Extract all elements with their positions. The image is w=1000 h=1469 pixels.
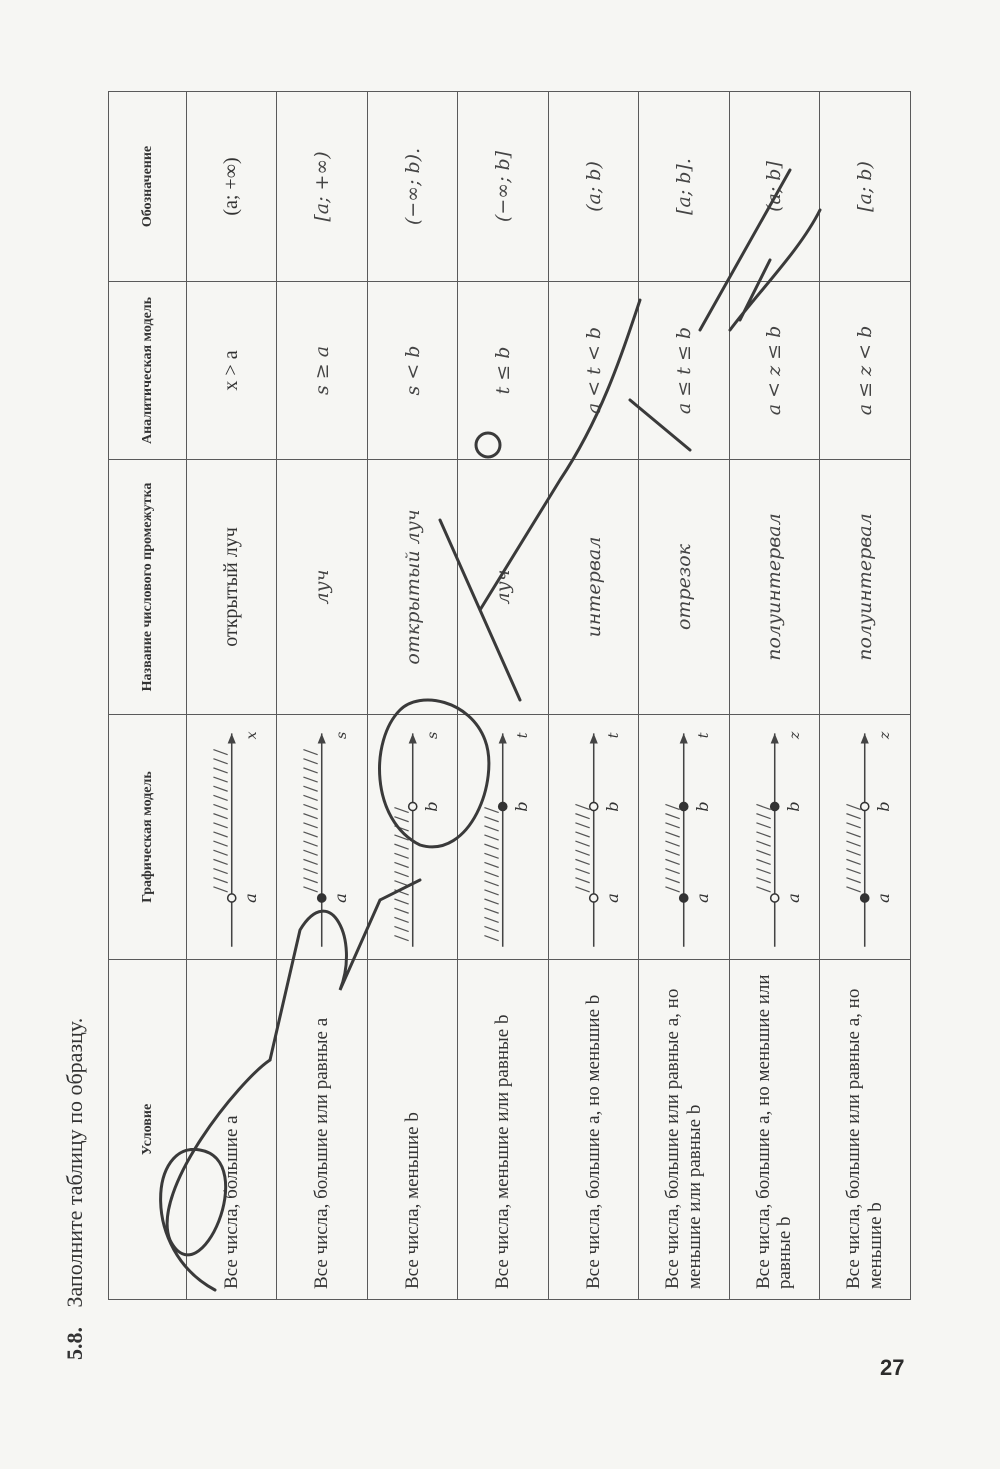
hatch-mark bbox=[304, 887, 318, 892]
notation-cell[interactable]: [a; b]. bbox=[639, 92, 729, 282]
graph-model-cell bbox=[277, 715, 367, 960]
hatch-mark bbox=[575, 850, 589, 855]
hatch-mark bbox=[304, 878, 318, 883]
number-line bbox=[368, 715, 457, 959]
hatch-mark bbox=[666, 859, 680, 864]
hatch-mark bbox=[213, 850, 227, 855]
endpoint-label: a bbox=[602, 893, 622, 903]
analytic-model-cell[interactable]: a ≤ z < b bbox=[820, 282, 910, 460]
hatch-mark bbox=[756, 832, 770, 837]
hatch-mark bbox=[213, 823, 227, 828]
hatch-mark bbox=[847, 869, 861, 874]
arrow-head bbox=[589, 733, 597, 743]
number-line bbox=[820, 715, 909, 959]
table-row bbox=[548, 92, 638, 1300]
arrow-head bbox=[409, 733, 417, 743]
endpoint bbox=[228, 894, 236, 902]
analytic-model-cell[interactable]: s < b bbox=[367, 282, 457, 460]
hatch-mark bbox=[304, 768, 318, 773]
number-line bbox=[639, 715, 728, 959]
hatch-mark bbox=[575, 878, 589, 883]
interval-name-cell[interactable]: полуинтервал bbox=[729, 460, 819, 715]
header-name: Название числового промежутка bbox=[109, 460, 187, 715]
hatch-mark bbox=[485, 817, 499, 822]
condition-cell: Все числа, большие a, но меньшие b bbox=[548, 960, 638, 1300]
endpoint bbox=[861, 802, 869, 810]
number-line bbox=[277, 715, 366, 959]
variable-label: z bbox=[877, 731, 894, 740]
interval-name-cell[interactable]: луч bbox=[458, 460, 548, 715]
endpoint bbox=[589, 894, 597, 902]
hatch-mark bbox=[847, 887, 861, 892]
hatch-mark bbox=[304, 786, 318, 791]
worksheet-table bbox=[108, 91, 911, 1300]
table-row bbox=[729, 92, 819, 1300]
hatch-mark bbox=[304, 841, 318, 846]
hatch-mark bbox=[485, 936, 499, 941]
hatch-mark bbox=[575, 832, 589, 837]
hatch-mark bbox=[485, 826, 499, 831]
problem-number: 5.8. bbox=[62, 1327, 87, 1360]
hatch-mark bbox=[847, 832, 861, 837]
hatch-mark bbox=[756, 850, 770, 855]
analytic-model-cell[interactable]: s ≥ a bbox=[277, 282, 367, 460]
endpoint bbox=[861, 894, 869, 902]
condition-cell: Все числа, меньшие или равные b bbox=[458, 960, 548, 1300]
hatch-mark bbox=[756, 878, 770, 883]
hatch-mark bbox=[304, 823, 318, 828]
hatch-mark bbox=[394, 936, 408, 941]
notation-cell[interactable]: (a; b) bbox=[548, 92, 638, 282]
hatch-mark bbox=[213, 859, 227, 864]
hatch-mark bbox=[847, 823, 861, 828]
endpoint bbox=[770, 894, 778, 902]
hatch-mark bbox=[666, 804, 680, 809]
hatch-mark bbox=[394, 908, 408, 913]
hatch-mark bbox=[304, 750, 318, 755]
hatch-mark bbox=[485, 844, 499, 849]
number-line bbox=[458, 715, 547, 959]
notation-cell: (a; +∞) bbox=[187, 92, 277, 282]
arrow-head bbox=[680, 733, 688, 743]
arrow-head bbox=[318, 733, 326, 743]
hatch-mark bbox=[666, 814, 680, 819]
hatch-mark bbox=[666, 887, 680, 892]
table-row bbox=[367, 92, 457, 1300]
hatch-mark bbox=[213, 887, 227, 892]
table-row bbox=[277, 92, 367, 1300]
hatch-mark bbox=[485, 872, 499, 877]
hatch-mark bbox=[304, 777, 318, 782]
hatch-mark bbox=[394, 853, 408, 858]
hatch-mark bbox=[304, 832, 318, 837]
hatch-mark bbox=[485, 890, 499, 895]
table-row bbox=[820, 92, 910, 1300]
hatch-mark bbox=[394, 890, 408, 895]
arrow-head bbox=[499, 733, 507, 743]
hatch-mark bbox=[847, 878, 861, 883]
endpoint-label: a bbox=[874, 893, 894, 903]
analytic-model-cell[interactable]: a < t < b bbox=[548, 282, 638, 460]
hatch-mark bbox=[485, 908, 499, 913]
problem-text: Заполните таблицу по образцу. bbox=[62, 1017, 87, 1308]
hatch-mark bbox=[213, 795, 227, 800]
hatch-mark bbox=[394, 817, 408, 822]
hatch-mark bbox=[213, 878, 227, 883]
number-line bbox=[187, 715, 276, 959]
hatch-mark bbox=[394, 826, 408, 831]
hatch-mark bbox=[213, 814, 227, 819]
endpoint-label: b bbox=[874, 801, 894, 812]
notation-cell[interactable]: [a; +∞) bbox=[277, 92, 367, 282]
number-line bbox=[730, 715, 819, 959]
hatch-mark bbox=[666, 841, 680, 846]
hatch-mark bbox=[213, 832, 227, 837]
hatch-mark bbox=[756, 869, 770, 874]
hatch-mark bbox=[394, 917, 408, 922]
endpoint-label: a bbox=[693, 893, 713, 903]
endpoint bbox=[499, 802, 507, 810]
hatch-mark bbox=[394, 862, 408, 867]
hatch-mark bbox=[485, 917, 499, 922]
condition-cell: Все числа, большие или равные a, но меньшие или равные b bbox=[639, 960, 729, 1300]
hatch-mark bbox=[304, 859, 318, 864]
hatch-mark bbox=[756, 814, 770, 819]
condition-cell: Все числа, большие или равные a bbox=[277, 960, 367, 1300]
hatch-mark bbox=[756, 859, 770, 864]
hatch-mark bbox=[485, 853, 499, 858]
hatch-mark bbox=[575, 887, 589, 892]
hatch-mark bbox=[485, 926, 499, 931]
hatch-mark bbox=[575, 859, 589, 864]
notation-cell[interactable]: (−∞; b). bbox=[367, 92, 457, 282]
variable-label: z bbox=[786, 731, 803, 740]
hatch-mark bbox=[575, 804, 589, 809]
interval-name-cell[interactable]: луч bbox=[277, 460, 367, 715]
analytic-model-cell: x > a bbox=[187, 282, 277, 460]
hatch-mark bbox=[756, 804, 770, 809]
variable-label: t bbox=[696, 732, 713, 739]
hatch-mark bbox=[666, 869, 680, 874]
arrow-head bbox=[228, 733, 236, 743]
variable-label: s bbox=[425, 731, 442, 739]
analytic-model-cell[interactable]: a < z ≤ b bbox=[729, 282, 819, 460]
hatch-mark bbox=[575, 814, 589, 819]
hatch-mark bbox=[666, 832, 680, 837]
graph-model-cell bbox=[187, 715, 277, 960]
endpoint-label: a bbox=[241, 893, 261, 903]
hatch-mark bbox=[213, 777, 227, 782]
condition-cell: Все числа, большие a, но меньшие или равные b bbox=[729, 960, 819, 1300]
endpoint-label: b bbox=[693, 801, 713, 812]
hatch-mark bbox=[666, 850, 680, 855]
hatch-mark bbox=[575, 823, 589, 828]
condition-cell: Все числа, большие или равные a, но меньшие b bbox=[820, 960, 910, 1300]
hatch-mark bbox=[213, 786, 227, 791]
hatch-mark bbox=[304, 795, 318, 800]
hatch-mark bbox=[485, 881, 499, 886]
hatch-mark bbox=[666, 823, 680, 828]
hatch-mark bbox=[485, 835, 499, 840]
problem-heading bbox=[62, 1018, 88, 1360]
table-row bbox=[639, 92, 729, 1300]
hatch-mark bbox=[756, 841, 770, 846]
interval-name-cell[interactable]: интервал bbox=[548, 460, 638, 715]
page-number: 27 bbox=[880, 1355, 905, 1380]
hatch-mark bbox=[213, 804, 227, 809]
graph-model-cell bbox=[639, 715, 729, 960]
endpoint-label: b bbox=[602, 801, 622, 812]
notation-cell[interactable]: [a; b) bbox=[820, 92, 910, 282]
hatch-mark bbox=[847, 804, 861, 809]
hatch-mark bbox=[213, 841, 227, 846]
hatch-mark bbox=[394, 835, 408, 840]
number-line bbox=[549, 715, 638, 959]
variable-label: s bbox=[334, 731, 351, 739]
hatch-mark bbox=[666, 878, 680, 883]
endpoint bbox=[318, 894, 326, 902]
table-row bbox=[187, 92, 277, 1300]
notation-cell[interactable]: (a; b] bbox=[729, 92, 819, 282]
interval-name-cell[interactable]: отрезок bbox=[639, 460, 729, 715]
hatch-mark bbox=[394, 926, 408, 931]
hatch-mark bbox=[213, 869, 227, 874]
interval-name-cell: открытый луч bbox=[187, 460, 277, 715]
variable-label: x bbox=[244, 731, 261, 740]
header-condition: Условие bbox=[109, 960, 187, 1300]
endpoint bbox=[770, 802, 778, 810]
condition-cell: Все числа, меньшие b bbox=[367, 960, 457, 1300]
hatch-mark bbox=[847, 814, 861, 819]
interval-name-cell[interactable]: полуинтервал bbox=[820, 460, 910, 715]
hatch-mark bbox=[847, 859, 861, 864]
hatch-mark bbox=[304, 804, 318, 809]
hatch-mark bbox=[485, 808, 499, 813]
hatch-mark bbox=[485, 899, 499, 904]
table-row bbox=[458, 92, 548, 1300]
graph-model-cell bbox=[458, 715, 548, 960]
hatch-mark bbox=[847, 841, 861, 846]
hatch-mark bbox=[394, 872, 408, 877]
hatch-mark bbox=[756, 823, 770, 828]
endpoint-label: b bbox=[783, 801, 803, 812]
hatch-mark bbox=[213, 768, 227, 773]
endpoint bbox=[409, 802, 417, 810]
graph-model-cell bbox=[820, 715, 910, 960]
analytic-model-cell[interactable]: a ≤ t ≤ b bbox=[639, 282, 729, 460]
hatch-mark bbox=[847, 850, 861, 855]
hatch-mark bbox=[304, 850, 318, 855]
notation-cell[interactable]: (−∞; b] bbox=[458, 92, 548, 282]
table-header-row bbox=[109, 92, 187, 1300]
endpoint-label: b bbox=[512, 801, 532, 812]
hatch-mark bbox=[394, 808, 408, 813]
condition-cell: Все числа, большие a bbox=[187, 960, 277, 1300]
arrow-head bbox=[770, 733, 778, 743]
hatch-mark bbox=[213, 750, 227, 755]
hatch-mark bbox=[575, 841, 589, 846]
interval-name-cell[interactable]: открытый луч bbox=[367, 460, 457, 715]
graph-model-cell bbox=[729, 715, 819, 960]
hatch-mark bbox=[304, 869, 318, 874]
variable-label: t bbox=[515, 732, 532, 739]
graph-model-cell bbox=[367, 715, 457, 960]
endpoint-label: a bbox=[331, 893, 351, 903]
hatch-mark bbox=[756, 887, 770, 892]
header-notation: Обозначение bbox=[109, 92, 187, 282]
analytic-model-cell[interactable]: t ≤ b bbox=[458, 282, 548, 460]
endpoint bbox=[680, 894, 688, 902]
arrow-head bbox=[861, 733, 869, 743]
header-analytic: Аналитическая модель bbox=[109, 282, 187, 460]
endpoint-label: a bbox=[783, 893, 803, 903]
hatch-mark bbox=[485, 862, 499, 867]
endpoint-label: b bbox=[422, 801, 442, 812]
hatch-mark bbox=[304, 759, 318, 764]
header-graph: Графическая модель bbox=[109, 715, 187, 960]
endpoint bbox=[589, 802, 597, 810]
hatch-mark bbox=[304, 814, 318, 819]
hatch-mark bbox=[394, 899, 408, 904]
endpoint bbox=[680, 802, 688, 810]
hatch-mark bbox=[394, 844, 408, 849]
worksheet-table-wrapper bbox=[108, 92, 908, 1300]
hatch-mark bbox=[575, 869, 589, 874]
hatch-mark bbox=[213, 759, 227, 764]
hatch-mark bbox=[394, 881, 408, 886]
graph-model-cell bbox=[548, 715, 638, 960]
variable-label: t bbox=[605, 732, 622, 739]
